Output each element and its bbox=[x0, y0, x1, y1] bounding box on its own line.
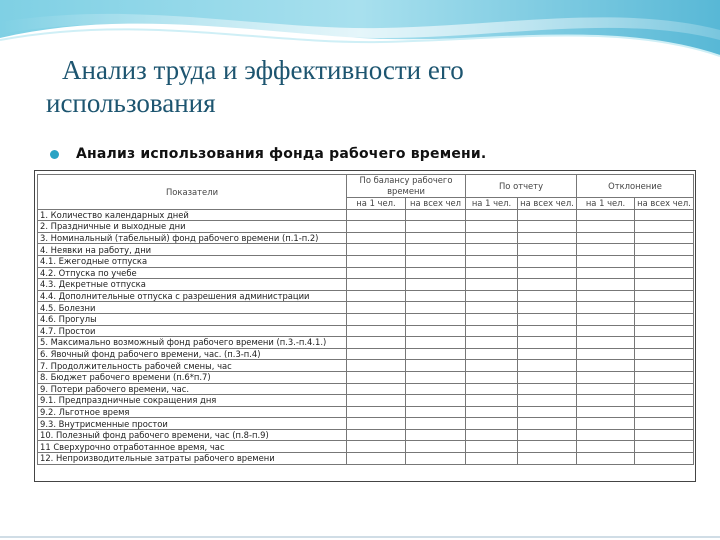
empty-cell bbox=[406, 406, 466, 418]
empty-cell bbox=[518, 348, 577, 360]
empty-cell bbox=[577, 325, 635, 337]
empty-cell bbox=[347, 371, 406, 383]
empty-cell bbox=[406, 383, 466, 395]
empty-cell bbox=[466, 267, 518, 279]
empty-cell bbox=[518, 232, 577, 244]
empty-cell bbox=[518, 337, 577, 349]
empty-cell bbox=[518, 255, 577, 267]
empty-cell bbox=[347, 453, 406, 465]
empty-cell bbox=[518, 418, 577, 430]
empty-cell bbox=[518, 244, 577, 256]
empty-cell bbox=[406, 429, 466, 441]
row-label: 4.4. Дополнительные отпуска с разрешения администрации bbox=[38, 290, 347, 302]
row-label: 5. Максимально возможный фонд рабочего времени (п.3.-п.4.1.) bbox=[38, 337, 347, 349]
empty-cell bbox=[406, 395, 466, 407]
row-label: 12. Непроизводительные затраты рабочего времени bbox=[38, 453, 347, 465]
empty-cell bbox=[406, 255, 466, 267]
empty-cell bbox=[635, 209, 694, 221]
empty-cell bbox=[577, 360, 635, 372]
empty-cell bbox=[347, 429, 406, 441]
empty-cell bbox=[406, 279, 466, 291]
empty-cell bbox=[518, 302, 577, 314]
empty-cell bbox=[577, 221, 635, 233]
row-label: 4.2. Отпуска по учебе bbox=[38, 267, 347, 279]
empty-cell bbox=[518, 290, 577, 302]
empty-cell bbox=[466, 302, 518, 314]
table-row bbox=[38, 418, 694, 430]
slide-title bbox=[46, 54, 464, 120]
empty-cell bbox=[347, 406, 406, 418]
empty-cell bbox=[466, 371, 518, 383]
empty-cell bbox=[406, 441, 466, 453]
empty-cell bbox=[577, 406, 635, 418]
row-label: 2. Праздничные и выходные дни bbox=[38, 221, 347, 233]
empty-cell bbox=[518, 360, 577, 372]
empty-cell bbox=[577, 337, 635, 349]
table-row bbox=[38, 441, 694, 453]
empty-cell bbox=[347, 383, 406, 395]
empty-cell bbox=[466, 383, 518, 395]
empty-cell bbox=[518, 453, 577, 465]
empty-cell bbox=[635, 221, 694, 233]
empty-cell bbox=[518, 406, 577, 418]
empty-cell bbox=[635, 453, 694, 465]
table-row bbox=[38, 348, 694, 360]
header-group-report: По отчету bbox=[466, 175, 577, 198]
empty-cell bbox=[466, 418, 518, 430]
table-row bbox=[38, 267, 694, 279]
empty-cell bbox=[577, 348, 635, 360]
empty-cell bbox=[466, 244, 518, 256]
empty-cell bbox=[466, 429, 518, 441]
empty-cell bbox=[635, 395, 694, 407]
empty-cell bbox=[347, 418, 406, 430]
empty-cell bbox=[577, 267, 635, 279]
empty-cell bbox=[466, 453, 518, 465]
empty-cell bbox=[635, 348, 694, 360]
empty-cell bbox=[577, 441, 635, 453]
table-row bbox=[38, 429, 694, 441]
empty-cell bbox=[347, 395, 406, 407]
empty-cell bbox=[577, 302, 635, 314]
empty-cell bbox=[577, 290, 635, 302]
empty-cell bbox=[518, 371, 577, 383]
empty-cell bbox=[577, 313, 635, 325]
subheader-cell: на всех чел. bbox=[635, 198, 694, 210]
row-label: 10. Полезный фонд рабочего времени, час (п.8-п.9) bbox=[38, 429, 347, 441]
empty-cell bbox=[518, 395, 577, 407]
empty-cell bbox=[577, 395, 635, 407]
empty-cell bbox=[635, 290, 694, 302]
empty-cell bbox=[406, 221, 466, 233]
subheader-cell: на 1 чел. bbox=[466, 198, 518, 210]
empty-cell bbox=[347, 255, 406, 267]
bullet-text: Анализ использования фонда рабочего времени. bbox=[76, 146, 487, 162]
bottom-divider bbox=[0, 536, 720, 538]
row-label: 9.2. Льготное время bbox=[38, 406, 347, 418]
empty-cell bbox=[635, 267, 694, 279]
empty-cell bbox=[635, 313, 694, 325]
empty-cell bbox=[466, 325, 518, 337]
empty-cell bbox=[466, 313, 518, 325]
row-label: 11 Сверхурочно отработанное время, час bbox=[38, 441, 347, 453]
table-row bbox=[38, 290, 694, 302]
empty-cell bbox=[577, 418, 635, 430]
empty-cell bbox=[466, 360, 518, 372]
row-label: 1. Количество календарных дней bbox=[38, 209, 347, 221]
empty-cell bbox=[635, 429, 694, 441]
empty-cell bbox=[577, 232, 635, 244]
empty-cell bbox=[518, 441, 577, 453]
empty-cell bbox=[406, 244, 466, 256]
empty-cell bbox=[635, 383, 694, 395]
empty-cell bbox=[466, 221, 518, 233]
row-label: 4.3. Декретные отпуска bbox=[38, 279, 347, 291]
empty-cell bbox=[347, 221, 406, 233]
empty-cell bbox=[577, 279, 635, 291]
empty-cell bbox=[518, 325, 577, 337]
row-label: 4.5. Болезни bbox=[38, 302, 347, 314]
table-row bbox=[38, 255, 694, 267]
subheader-cell: на 1 чел. bbox=[577, 198, 635, 210]
header-group-balance: По балансу рабочего времени bbox=[347, 175, 466, 198]
empty-cell bbox=[406, 453, 466, 465]
empty-cell bbox=[347, 441, 406, 453]
table-row bbox=[38, 302, 694, 314]
table-row bbox=[38, 360, 694, 372]
row-label: 4. Неявки на работу, дни bbox=[38, 244, 347, 256]
empty-cell bbox=[635, 441, 694, 453]
empty-cell bbox=[347, 244, 406, 256]
row-label: 7. Продолжительность рабочей смены, час bbox=[38, 360, 347, 372]
empty-cell bbox=[406, 418, 466, 430]
row-label: 4.1. Ежегодные отпуска bbox=[38, 255, 347, 267]
empty-cell bbox=[466, 441, 518, 453]
empty-cell bbox=[406, 360, 466, 372]
row-label: 9. Потери рабочего времени, час. bbox=[38, 383, 347, 395]
empty-cell bbox=[406, 325, 466, 337]
empty-cell bbox=[406, 267, 466, 279]
table-row bbox=[38, 395, 694, 407]
table-row bbox=[38, 371, 694, 383]
table-row bbox=[38, 244, 694, 256]
table-row bbox=[38, 453, 694, 465]
table-row bbox=[38, 279, 694, 291]
empty-cell bbox=[577, 429, 635, 441]
empty-cell bbox=[406, 209, 466, 221]
empty-cell bbox=[577, 371, 635, 383]
empty-cell bbox=[347, 313, 406, 325]
empty-cell bbox=[466, 209, 518, 221]
empty-cell bbox=[635, 279, 694, 291]
empty-cell bbox=[518, 383, 577, 395]
empty-cell bbox=[635, 337, 694, 349]
slide-title-line1: Анализ труда и эффективности его bbox=[62, 55, 464, 85]
empty-cell bbox=[635, 371, 694, 383]
bullet-item bbox=[50, 146, 486, 162]
working-time-table bbox=[37, 174, 694, 465]
empty-cell bbox=[577, 383, 635, 395]
table-row bbox=[38, 383, 694, 395]
subheader-cell: на всех чел bbox=[406, 198, 466, 210]
table-row bbox=[38, 325, 694, 337]
table-row bbox=[38, 209, 694, 221]
empty-cell bbox=[577, 209, 635, 221]
row-label: 9.1. Предпраздничные сокращения дня bbox=[38, 395, 347, 407]
table-row bbox=[38, 406, 694, 418]
empty-cell bbox=[406, 232, 466, 244]
empty-cell bbox=[635, 406, 694, 418]
row-label: 9.3. Внутрисменные простои bbox=[38, 418, 347, 430]
empty-cell bbox=[577, 453, 635, 465]
empty-cell bbox=[466, 290, 518, 302]
empty-cell bbox=[635, 360, 694, 372]
empty-cell bbox=[347, 337, 406, 349]
empty-cell bbox=[635, 302, 694, 314]
empty-cell bbox=[518, 429, 577, 441]
subheader-cell: на 1 чел. bbox=[347, 198, 406, 210]
row-label: 4.6. Прогулы bbox=[38, 313, 347, 325]
table-row bbox=[38, 232, 694, 244]
header-group-deviation: Отклонение bbox=[577, 175, 694, 198]
empty-cell bbox=[635, 325, 694, 337]
empty-cell bbox=[635, 244, 694, 256]
empty-cell bbox=[518, 209, 577, 221]
empty-cell bbox=[518, 313, 577, 325]
empty-cell bbox=[466, 255, 518, 267]
empty-cell bbox=[635, 232, 694, 244]
table-row bbox=[38, 337, 694, 349]
empty-cell bbox=[466, 348, 518, 360]
table-body bbox=[38, 209, 694, 464]
empty-cell bbox=[466, 279, 518, 291]
empty-cell bbox=[466, 406, 518, 418]
empty-cell bbox=[347, 209, 406, 221]
empty-cell bbox=[347, 290, 406, 302]
empty-cell bbox=[518, 267, 577, 279]
row-label: 3. Номинальный (табельный) фонд рабочего времени (п.1-п.2) bbox=[38, 232, 347, 244]
empty-cell bbox=[406, 337, 466, 349]
row-label: 6. Явочный фонд рабочего времени, час. (п.3-п.4) bbox=[38, 348, 347, 360]
empty-cell bbox=[347, 279, 406, 291]
empty-cell bbox=[347, 348, 406, 360]
subheader-cell: на всех чел. bbox=[518, 198, 577, 210]
empty-cell bbox=[577, 255, 635, 267]
empty-cell bbox=[466, 395, 518, 407]
header-indicators: Показатели bbox=[38, 175, 347, 210]
empty-cell bbox=[406, 302, 466, 314]
empty-cell bbox=[635, 418, 694, 430]
row-label: 8. Бюджет рабочего времени (п.6*п.7) bbox=[38, 371, 347, 383]
empty-cell bbox=[347, 360, 406, 372]
table-row bbox=[38, 313, 694, 325]
empty-cell bbox=[518, 279, 577, 291]
empty-cell bbox=[406, 371, 466, 383]
empty-cell bbox=[347, 232, 406, 244]
empty-cell bbox=[635, 255, 694, 267]
empty-cell bbox=[518, 221, 577, 233]
row-label: 4.7. Простои bbox=[38, 325, 347, 337]
empty-cell bbox=[406, 348, 466, 360]
empty-cell bbox=[406, 290, 466, 302]
bullet-dot-icon bbox=[50, 150, 59, 159]
table-frame bbox=[34, 170, 696, 482]
empty-cell bbox=[466, 232, 518, 244]
empty-cell bbox=[406, 313, 466, 325]
empty-cell bbox=[577, 244, 635, 256]
empty-cell bbox=[347, 325, 406, 337]
table-row bbox=[38, 221, 694, 233]
empty-cell bbox=[347, 267, 406, 279]
slide-title-line2: использования bbox=[46, 88, 216, 118]
empty-cell bbox=[466, 337, 518, 349]
empty-cell bbox=[347, 302, 406, 314]
